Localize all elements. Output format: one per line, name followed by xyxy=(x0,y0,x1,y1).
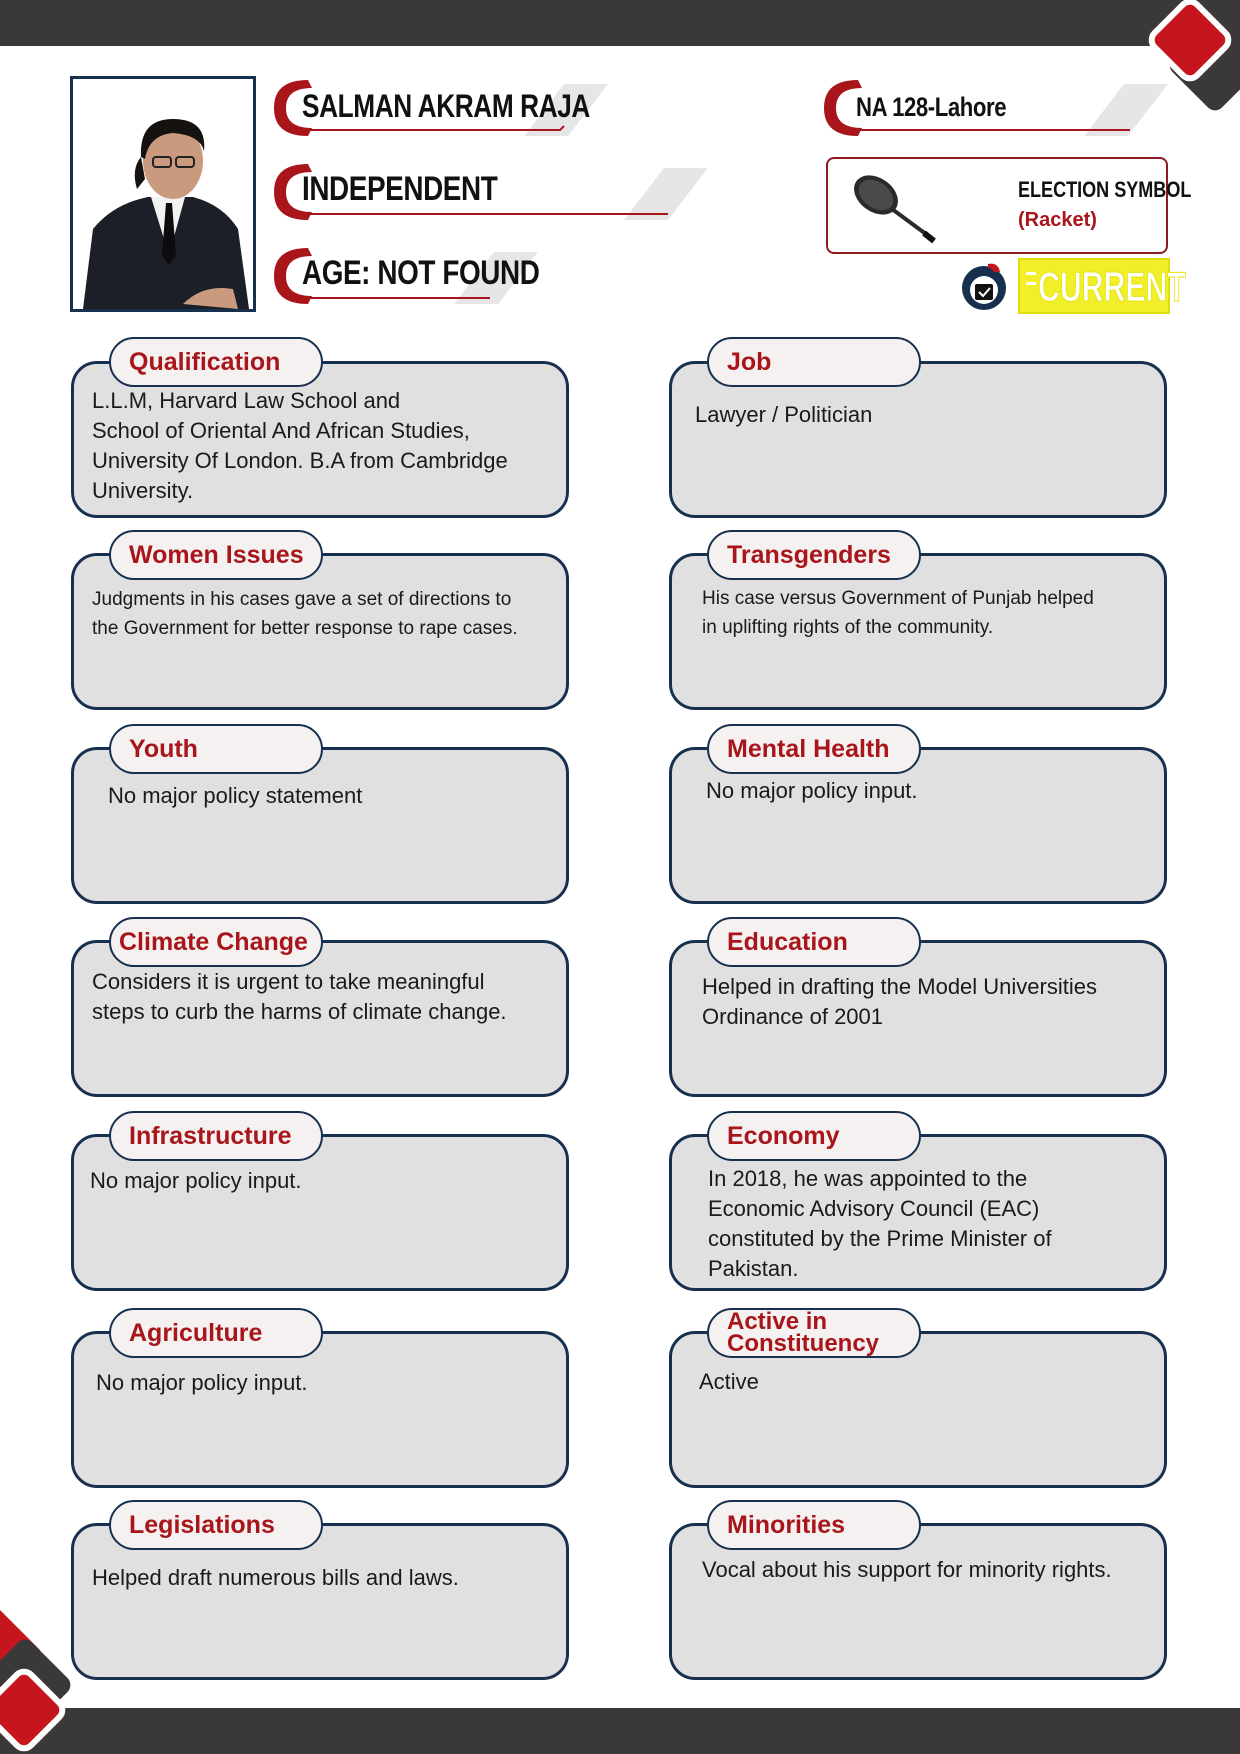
active-in-constituency-tab xyxy=(707,1308,921,1358)
youth-tab xyxy=(109,724,323,774)
transgenders-tab xyxy=(707,530,921,580)
agriculture-tab xyxy=(109,1308,323,1358)
constituency: NA 128-Lahore xyxy=(856,92,1007,122)
bottom-bar xyxy=(0,1708,1240,1754)
current-logo xyxy=(1018,258,1186,314)
transgenders-label: Transgenders xyxy=(727,541,891,569)
transgenders-text: His case versus Government of Punjab helped in uplifting rights of the community. xyxy=(702,588,1094,638)
women-issues-label: Women Issues xyxy=(129,541,304,569)
mental-health-tab xyxy=(707,724,921,774)
racket-icon xyxy=(848,169,958,245)
infrastructure-text: No major policy input. xyxy=(90,1168,302,1193)
candidate-name-banner xyxy=(268,76,608,140)
youth-text: No major policy statement xyxy=(108,783,363,808)
candidate-name: SALMAN AKRAM RAJA xyxy=(302,88,590,124)
minorities-tab xyxy=(707,1500,921,1550)
youth-label: Youth xyxy=(129,735,198,763)
logo-text: CURRENT xyxy=(1038,263,1186,310)
education-label: Education xyxy=(727,928,848,956)
ballot-box-icon xyxy=(958,260,1010,314)
mental-health-text: No major policy input. xyxy=(706,778,918,803)
job-tab xyxy=(707,337,921,387)
agriculture-text: No major policy input. xyxy=(96,1370,308,1395)
education-tab xyxy=(707,917,921,967)
candidate-age: AGE: NOT FOUND xyxy=(302,254,540,292)
party-name: INDEPENDENT xyxy=(302,170,498,208)
active-in-constituency-label: Active in Constituency xyxy=(727,1308,880,1357)
top-bar xyxy=(0,0,1240,46)
agriculture-label: Agriculture xyxy=(129,1319,263,1347)
climate-change-tab xyxy=(109,917,323,967)
age-banner xyxy=(268,244,538,308)
climate-change-text: Considers it is urgent to take meaningful steps to curb the harms of climate change. xyxy=(92,969,507,1024)
mental-health-label: Mental Health xyxy=(727,735,890,763)
active-in-constituency-text: Active xyxy=(699,1369,759,1394)
qualification-text: L.L.M, Harvard Law School and School of Oriental And African Studies, University Of London. B.A from Cambridge University. xyxy=(92,388,508,503)
economy-label: Economy xyxy=(727,1122,840,1150)
women-issues-tab xyxy=(109,530,323,580)
qualification-label: Qualification xyxy=(129,348,281,376)
women-issues-text: Judgments in his cases gave a set of directions to the Government for better response to rape cases. xyxy=(92,589,518,639)
legislations-label: Legislations xyxy=(129,1511,275,1539)
climate-change-label: Climate Change xyxy=(119,928,308,956)
election-symbol-box xyxy=(826,157,1192,254)
legislations-tab xyxy=(109,1500,323,1550)
education-text: Helped in drafting the Model Universities Ordinance of 2001 xyxy=(702,974,1097,1029)
symbol-title: ELECTION SYMBOL xyxy=(1018,177,1192,202)
candidate-photo xyxy=(70,76,256,312)
minorities-label: Minorities xyxy=(727,1511,846,1539)
symbol-name: (Racket) xyxy=(1018,209,1097,231)
party-banner xyxy=(268,160,708,224)
job-label: Job xyxy=(727,348,772,376)
job-text: Lawyer / Politician xyxy=(695,402,873,427)
economy-text: In 2018, he was appointed to the Economic Advisory Council (EAC) constituted by the Prime Minister of Pakistan. xyxy=(708,1166,1052,1281)
constituency-banner xyxy=(818,76,1168,140)
infrastructure-label: Infrastructure xyxy=(129,1122,292,1150)
minorities-text: Vocal about his support for minority rights. xyxy=(702,1557,1112,1582)
legislations-text: Helped draft numerous bills and laws. xyxy=(92,1565,459,1590)
qualification-tab xyxy=(109,337,323,387)
economy-tab xyxy=(707,1111,921,1161)
infrastructure-tab xyxy=(109,1111,323,1161)
